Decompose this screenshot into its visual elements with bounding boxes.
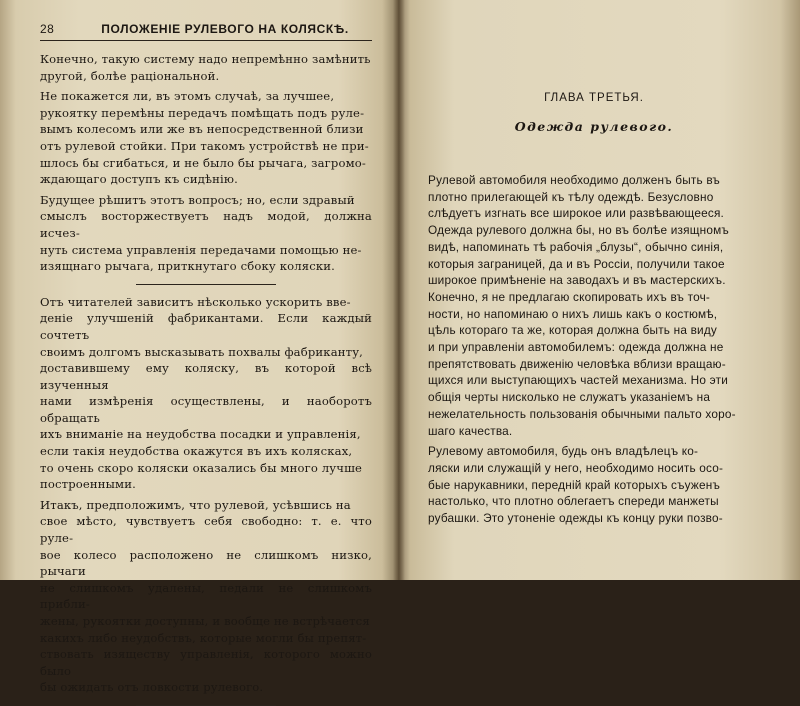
- right-page: [398, 0, 800, 580]
- paragraph: Рулевому автомобиля, будь онъ владѣлецъ ко- ляски или служащій у него, необходимо носить осо- бые нарукавники, передній край которыхъ съуженъ настолько, что плотно облегаетъ спереди манжеты рубашки. Это утоненіе одежды къ концу руки позво-: [428, 444, 724, 526]
- paragraph: Конечно, такую систему надо непремѣнно замѣнить другой, болѣе раціональной.: [40, 52, 371, 83]
- running-head: [40, 22, 372, 41]
- right-page-body: [428, 172, 760, 527]
- paragraph: Рулевой автомобиля необходимо долженъ быть въ плотно прилегающей къ тѣлу одеждѣ. Безусловно слѣдуетъ изгнать все широкое или развѣвающееся. Одежда рулевого должна бы, но въ болѣе изящномъ видѣ, напоминать тѣ рабочія „блузы“, обычно синія, которыя заграницей, да и въ Россіи, получили такое широкое примѣненіе на заводахъ и въ мастерскихъ. Конечно, я не предлагаю скопировать ихъ въ точ- ности, но напоминаю о нихъ лишь какъ о костюмѣ, цѣль котораго та же, которая должна быть на виду и при управленіи автомобилемъ: одежда должна не препятствовать движенію человѣка вблизи вращаю- щихся или выступающихъ частей механизма. Но эти общія черты нисколько не служатъ указаніемъ на нежелательность пользованія обычными пальто хоро- шаго качества.: [428, 173, 736, 438]
- section-divider: [136, 284, 276, 285]
- paragraph: Будущее рѣшитъ этотъ вопросъ; но, если здравый смыслъ восторжествуетъ надъ модой, должна исчез- нуть система управленія передачами помощью не- изящнаго рычага, приткнутаго сбоку коляски.: [40, 192, 372, 274]
- paragraph: Не покажется ли, въ этомъ случаѣ, за лучшее, рукоятку перемѣны передачъ помѣщать подъ руле- вымъ колесомъ или же въ непосредственной близи отъ рулевой стойки. При такомъ устройствѣ не при- шлось бы сгибаться, и не было бы рычага, загромо- ждающаго доступъ къ сидѣнію.: [40, 89, 369, 187]
- page-number: 28: [40, 22, 55, 36]
- left-page: [0, 0, 398, 695]
- section-title: Одежда рулевого.: [514, 119, 674, 134]
- chapter-title: ГЛАВА ТРЕТЬЯ.: [544, 92, 644, 104]
- book-gutter: [393, 0, 405, 580]
- paragraph: Отъ читателей зависитъ нѣсколько ускорить вве- деніе улучшеній фабрикантами. Если каждый сочтетъ своимъ долгомъ высказывать похвалы фабриканту, доставившему ему коляску, въ которой всѣ изученныя нами измѣренія осуществлены, и наоборотъ обращать ихъ вниманіе на неудобства посадки и управленія, если такія неудобства окажутся въ ихъ колясках, то очень скоро коляски оказались бы много лучше построенными.: [40, 294, 372, 492]
- paragraph: Итакъ, предположимъ, что рулевой, усѣвшись на свое мѣсто, чувствуетъ себя свободно: т. е. что руле- вое колесо расположено не слишкомъ низко, рычаги не слишкомъ удалены, педали не слишкомъ прибли- жены, рукоятки доступны, и вообще не встрѣчается какихъ либо неудобствъ, которые могли бы препят- ствовать изяществу управленія, которого можно было бы ожидать отъ ловкости рулевого.: [40, 497, 372, 695]
- running-head-title: ПОЛОЖЕНІЕ РУЛЕВОГО НА КОЛЯСКѢ.: [101, 22, 349, 36]
